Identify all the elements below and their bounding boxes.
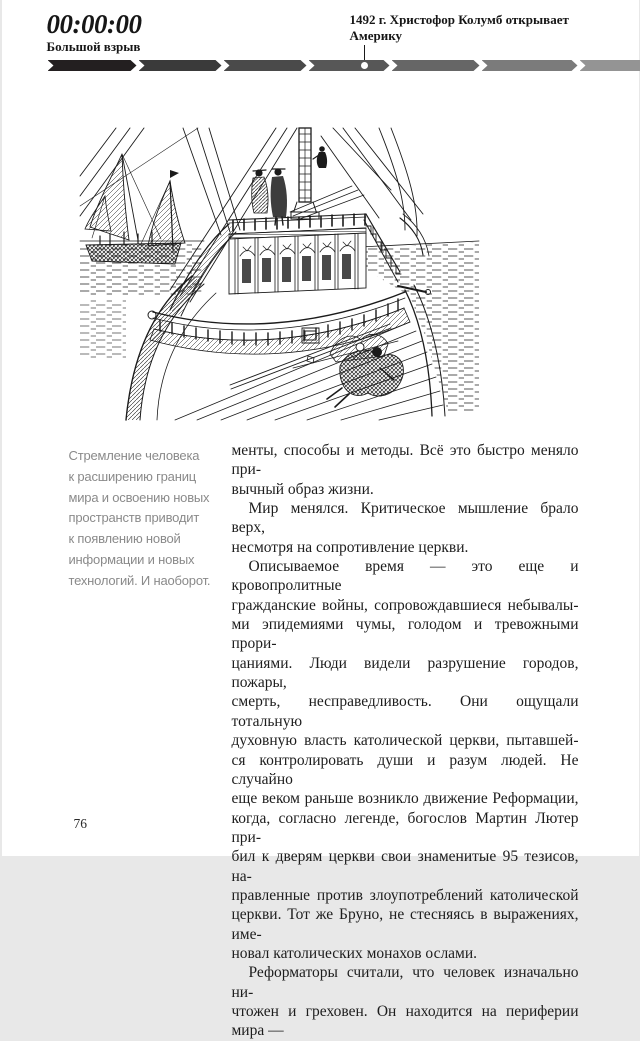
timeline-segment (224, 60, 307, 71)
body-line: чтожен и греховен. Он находится на периферии мира — (232, 1002, 579, 1041)
timeline-event-label (350, 12, 580, 43)
body-line: когда, согласно легенде, богослов Мартин Лютер при- (232, 809, 579, 848)
timeline-clock-block (47, 10, 142, 54)
body-line: Реформаторы считали, что человек изначально ни- (232, 963, 579, 1002)
margin-note-line: Стремление человека (69, 446, 219, 467)
caravel-background (85, 154, 185, 264)
timeline-segment (48, 60, 137, 71)
timeline-clock-caption: Большой взрыв (47, 39, 142, 54)
body-line: ми эпидемиями чумы, голодом и тревожными прори- (232, 615, 579, 654)
standing-figures (251, 168, 286, 225)
timeline-segment (139, 60, 222, 71)
body-line: духовную власть католической церкви, пытавшей- (232, 731, 579, 750)
ship-deck-illustration (80, 128, 480, 420)
body-line: гражданские войны, сопровождавшиеся небывалы- (232, 596, 579, 615)
body-line: Описываемое время — это еще и кровопролитные (232, 557, 579, 596)
margin-note-line: информации и новых (69, 550, 219, 571)
mast (291, 128, 327, 219)
body-line: менты, способы и методы. Всё это быстро меняло при- (232, 441, 579, 480)
book-page (2, 0, 639, 856)
margin-note-line: мира и освоению новых (69, 488, 219, 509)
body-line: правленные против злоупотреблений католической (232, 886, 579, 905)
margin-note-line: пространств приводит (69, 508, 219, 529)
body-line: Мир менялся. Критическое мышление брало верх, (232, 499, 579, 538)
timeline-segment (482, 60, 578, 71)
event-label-line1: 1492 г. Христофор Колумб открывает (350, 12, 580, 28)
margin-note-line: к появлению новой (69, 529, 219, 550)
margin-note-line: технологий. И наоборот. (69, 571, 219, 592)
timeline (48, 60, 639, 71)
body-line: еще веком раньше возникло движение Реформации, (232, 789, 579, 808)
body-text (232, 441, 579, 1041)
timeline-clock: 00:00:00 (47, 10, 142, 38)
timeline-segment (580, 60, 640, 71)
margin-note-line: к расширению границ (69, 467, 219, 488)
resting-sailors (327, 334, 403, 407)
body-line: вычный образ жизни. (232, 480, 579, 499)
body-line: смерть, несправедливость. Они ощущали тотальную (232, 692, 579, 731)
timeline-segment (392, 60, 480, 71)
body-line: бил к дверям церкви свои знаменитые 95 тезисов, на- (232, 847, 579, 886)
timeline-marker-dot (361, 62, 368, 69)
arched-gallery (229, 233, 366, 294)
body-line: новал католических монахов ослами. (232, 944, 579, 963)
page-number: 76 (74, 816, 88, 832)
timeline-segment (309, 60, 390, 71)
margin-note (69, 446, 219, 592)
body-line: ся контролировать души и разум людей. Не случайно (232, 751, 579, 790)
event-label-line2: Америку (350, 28, 580, 44)
body-line: церкви. Тот же Бруно, не стесняясь в выражениях, име- (232, 905, 579, 944)
body-line: несмотря на сопротивление церкви. (232, 538, 579, 557)
body-line: цаниями. Люди видели разрушение городов, пожары, (232, 654, 579, 693)
